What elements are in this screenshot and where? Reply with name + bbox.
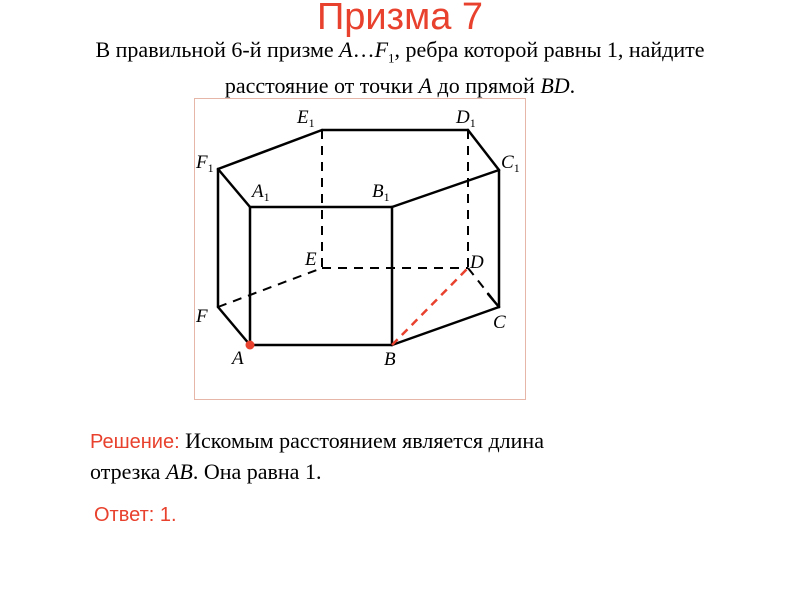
edge-FA bbox=[218, 307, 250, 345]
edge-BC bbox=[392, 307, 499, 345]
solution-block bbox=[90, 426, 690, 486]
edge-F1A1 bbox=[218, 169, 250, 207]
label-B: B bbox=[384, 349, 396, 370]
label-F1: $F_1$ bbox=[196, 152, 214, 175]
problem-text-5: . bbox=[569, 73, 576, 99]
page-title: Призма 7 bbox=[316, 0, 484, 38]
label-D1: $D_1$ bbox=[456, 107, 476, 130]
answer: Ответ: 1. bbox=[94, 504, 177, 526]
label-E: E bbox=[305, 249, 317, 270]
problem-text-3: расстояние от точки bbox=[224, 73, 419, 99]
label-E1: $E_1$ bbox=[297, 107, 315, 130]
segment-name: AB bbox=[165, 459, 193, 484]
point-name: A bbox=[418, 73, 433, 99]
solution-text-3: . Она равна 1. bbox=[192, 459, 322, 484]
solution-label: Решение: bbox=[90, 431, 180, 453]
label-C1: $C_1$ bbox=[501, 152, 520, 175]
solution-text-2: отрезка bbox=[90, 459, 166, 484]
problem-text-4: до прямой bbox=[432, 73, 541, 99]
solution-text-1: Искомым расстоянием является длина bbox=[179, 428, 544, 453]
prism-vertex-start: A bbox=[339, 37, 353, 62]
label-A1: $A_1$ bbox=[252, 181, 270, 204]
line-name: BD bbox=[540, 73, 570, 99]
ellipsis: … bbox=[352, 37, 375, 62]
edge-B1C1 bbox=[392, 170, 499, 207]
problem-text-2: , ребра которой равны 1, найдите bbox=[394, 37, 705, 62]
segment-BD bbox=[392, 268, 468, 345]
edge-E1F1 bbox=[218, 130, 322, 169]
label-D: D bbox=[470, 252, 484, 273]
point-A-dot bbox=[246, 341, 255, 350]
label-A: A bbox=[232, 348, 244, 369]
subscript: 1 bbox=[388, 50, 395, 66]
label-C: C bbox=[493, 312, 506, 333]
prism-vertex-end: F bbox=[374, 37, 389, 62]
problem-text-1: В правильной 6-й призме bbox=[95, 37, 340, 62]
label-B1: $B_1$ bbox=[372, 181, 390, 204]
label-F: F bbox=[196, 306, 208, 327]
edge-C1D1 bbox=[468, 130, 499, 170]
edge-FE bbox=[218, 268, 322, 307]
